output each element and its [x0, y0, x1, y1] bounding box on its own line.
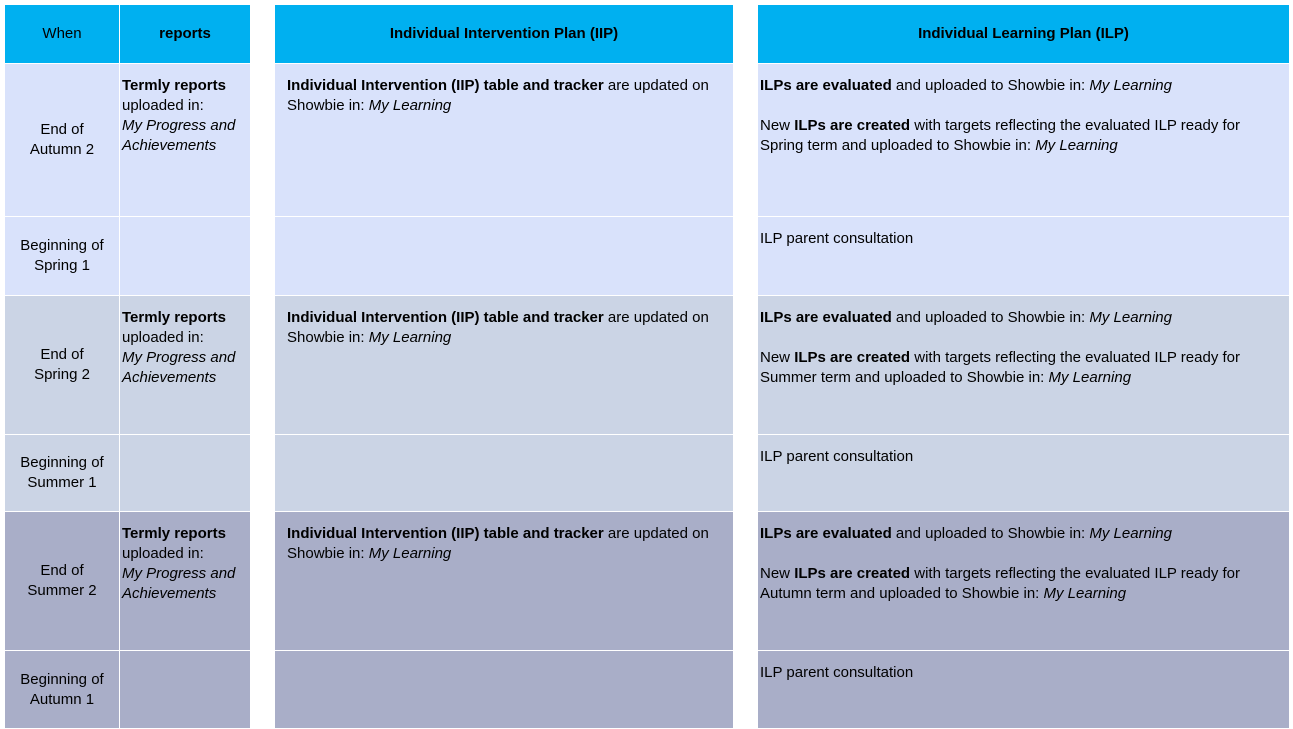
spacer-cell[interactable] — [734, 512, 758, 651]
ilp-cell[interactable]: ILP parent consultation — [758, 651, 1290, 729]
reports-cell[interactable] — [120, 217, 251, 296]
ilp-cell[interactable]: ILPs are evaluated and uploaded to Showbie in: My Learning New ILPs are created with targets reflecting the evaluated ILP ready for Summer term and uploaded to Showbie in: My Learning — [758, 296, 1290, 435]
iip-cell[interactable] — [275, 651, 734, 729]
iip-cell[interactable] — [275, 217, 734, 296]
spacer-cell[interactable] — [734, 296, 758, 435]
ilp-cell[interactable]: ILP parent consultation — [758, 435, 1290, 512]
when-cell[interactable]: Beginning of Autumn 1 — [5, 651, 120, 729]
spacer-cell[interactable] — [251, 5, 275, 64]
spacer-cell[interactable] — [734, 435, 758, 512]
iip-cell[interactable] — [275, 435, 734, 512]
spacer-cell[interactable] — [251, 651, 275, 729]
spacer-cell[interactable] — [734, 217, 758, 296]
iip-cell[interactable]: Individual Intervention (IIP) table and tracker are updated on Showbie in: My Learning — [275, 64, 734, 217]
reports-cell[interactable]: Termly reports uploaded in: My Progress and Achievements — [120, 64, 251, 217]
spacer-cell[interactable] — [734, 5, 758, 64]
table-row — [5, 651, 1290, 729]
spacer-cell[interactable] — [251, 217, 275, 296]
when-cell[interactable]: End of Summer 2 — [5, 512, 120, 651]
spacer-cell[interactable] — [251, 64, 275, 217]
header-ilp[interactable]: Individual Learning Plan (ILP) — [758, 5, 1290, 64]
ilp-cell[interactable]: ILP parent consultation — [758, 217, 1290, 296]
reports-cell[interactable]: Termly reports uploaded in: My Progress and Achievements — [120, 296, 251, 435]
schedule-table — [4, 4, 1290, 729]
iip-cell[interactable]: Individual Intervention (IIP) table and tracker are updated on Showbie in: My Learning — [275, 296, 734, 435]
table-row — [5, 64, 1290, 217]
when-cell[interactable]: Beginning of Spring 1 — [5, 217, 120, 296]
spacer-cell[interactable] — [734, 651, 758, 729]
when-cell[interactable]: End of Autumn 2 — [5, 64, 120, 217]
table-row — [5, 435, 1290, 512]
table-row — [5, 217, 1290, 296]
ilp-cell[interactable]: ILPs are evaluated and uploaded to Showbie in: My Learning New ILPs are created with targets reflecting the evaluated ILP ready for Spring term and uploaded to Showbie in: My Learning — [758, 64, 1290, 217]
table-row — [5, 296, 1290, 435]
reports-cell[interactable] — [120, 651, 251, 729]
when-cell[interactable]: End of Spring 2 — [5, 296, 120, 435]
spacer-cell[interactable] — [251, 435, 275, 512]
spacer-cell[interactable] — [251, 512, 275, 651]
spacer-cell[interactable] — [734, 64, 758, 217]
header-iip[interactable]: Individual Intervention Plan (IIP) — [275, 5, 734, 64]
header-reports[interactable]: reports — [120, 5, 251, 64]
spacer-cell[interactable] — [251, 296, 275, 435]
header-when[interactable]: When — [5, 5, 120, 64]
table-row — [5, 512, 1290, 651]
reports-cell[interactable]: Termly reports uploaded in: My Progress and Achievements — [120, 512, 251, 651]
ilp-cell[interactable]: ILPs are evaluated and uploaded to Showbie in: My Learning New ILPs are created with targets reflecting the evaluated ILP ready for Autumn term and uploaded to Showbie in: My Learning — [758, 512, 1290, 651]
spreadsheet — [4, 4, 1289, 708]
when-cell[interactable]: Beginning of Summer 1 — [5, 435, 120, 512]
iip-cell[interactable]: Individual Intervention (IIP) table and tracker are updated on Showbie in: My Learning — [275, 512, 734, 651]
reports-cell[interactable] — [120, 435, 251, 512]
header-row — [5, 5, 1290, 64]
